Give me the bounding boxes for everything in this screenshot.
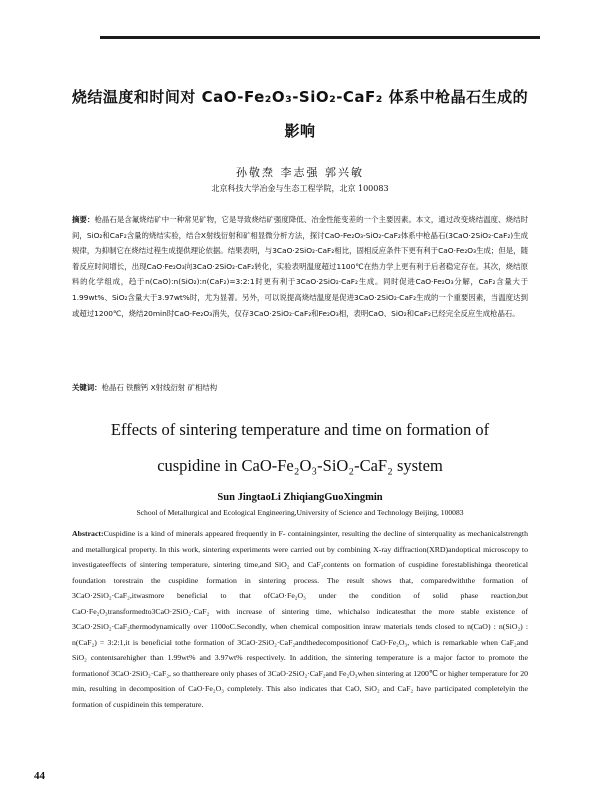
chinese-keywords-label: 关键词： [72,383,102,392]
english-abstract-text: Cuspidine is a kind of minerals appeared frequently in F- containingsinter, resulting the decline of sinterquality as mechanicalstrength and metallurgical property. In this work, sintering experiments were carried out by combining X-ray diffraction(XRD)andoptical microscopy to investigateeffects of sintering temperature, sintering time,and SiO₂ and CaF₂contents on formation of cuspidine forestablishinga theoretical foundation torestrain the cuspidine formation in sintering process. The result shows that, comparedwiththe formation of 3CaO·2SiO₂·CaF₂,itwasmore beneficial to that ofCaO·Fe₂O₃ under the condition of solid phase reaction,but CaO·Fe₂O₃transformedto3CaO·2SiO₂·CaF₂ with increase of sintering time, whichalso indicatesthat the more stable existence of 3CaO·2SiO₂·CaF₂thermodynamically over 1100oC.Secondly, when chemical composition inraw materials tends closed to n(CaO) : n(SiO₂) : n(CaF₂) = 3:2:1,it is beneficial tothe formation of 3CaO·2SiO₂·CaF₂andthedecompositionof CaO·Fe₂O₃, which is remarkable when CaF₂and SiO₂ contentsarehigher than 1.99wt% and 3.97wt% respectively. In addition, the sintering temperature is a major factor to promote the formationof 3CaO·2SiO₂·CaF₂, so thatthereare only phases of 3CaO·2SiO₂·CaF₂and Fe₂O₃when sintering at 1200℃ or higher temperature for 20 min, resulting in decomposition of CaO·Fe₂O₃ completely. This also indicates that CaO, SiO₂ and CaF₂ have participated completelyin the formation of cuspidinein this temperature. [72,529,528,709]
english-abstract-label: Abstract: [72,529,104,538]
chinese-abstract-text: 枪晶石是含氟烧结矿中一种常见矿物，它是导致烧结矿强度降低、冶金性能变差的一个主要因素。本文，通过改变烧结温度、烧结时间，SiO₂和CaF₂含量的烧结实验，结合X射线衍射和矿相显微分析方法，探讨CaO-Fe₂O₃-SiO₂-CaF₂体系中枪晶石(3CaO·2SiO₂·CaF₂)生成规律，为抑制它在烧结过程生成提供理论依据。结果表明，与3CaO·2SiO₂·CaF₂相比，固相反应条件下更有利于CaO·Fe₂O₃生成；但是，随着反应时间增长，出现CaO·Fe₂O₃向3CaO·2SiO₂·CaF₂转化，实验表明温度超过1100℃在热力学上更有利于后者稳定存在。其次，烧结原料的化学组成，趋于n(CaO):n(SiO₂):n(CaF₂)=3:2:1时更有利于3CaO·2SiO₂·CaF₂生成。同时促进CaO·Fe₂O₃分解，CaF₂含量大于1.99wt%、SiO₂含量大于3.97wt%时，尤为显著。另外，可以说提高烧结温度是促进3CaO·2SiO₂·CaF₂生成的一个重要因素，当温度达到或超过1200℃，烧结20min时CaO·Fe₂O₃消失，仅存3CaO·2SiO₂·CaF₂和Fe₂O₃相，表明CaO、SiO₂和CaF₂已经完全反应生成枪晶石。 [72,215,528,318]
english-authors: Sun JingtaoLi ZhiqiangGuoXingmin [217,492,383,503]
page-number: 44 [34,770,45,782]
header-rule [100,36,540,39]
chinese-abstract-label: 摘要： [72,215,95,224]
english-title-line-2: cuspidine in CaO-Fe₂O₃-SiO₂-CaF₂ system [157,456,443,475]
chinese-authors: 孙敬焘 李志强 郭兴敏 [236,166,364,179]
chinese-affiliation: 北京科技大学冶金与生态工程学院，北京 100083 [211,184,389,193]
chinese-keywords-text: 枪晶石 铁酸钙 X射线衍射 矿相结构 [101,383,218,392]
chinese-abstract [72,212,528,321]
english-title-line-1: Effects of sintering temperature and time on formation of [110,420,490,439]
english-abstract [72,526,528,712]
english-affiliation: School of Metallurgical and Ecological Engineering,University of Science and Technology Beijing, 100083 [136,508,464,517]
chinese-keywords [72,382,528,393]
chinese-title-line-2: 影响 [284,122,316,140]
chinese-title-line-1: 烧结温度和时间对 CaO-Fe₂O₃-SiO₂-CaF₂ 体系中枪晶石生成的 [71,88,529,106]
